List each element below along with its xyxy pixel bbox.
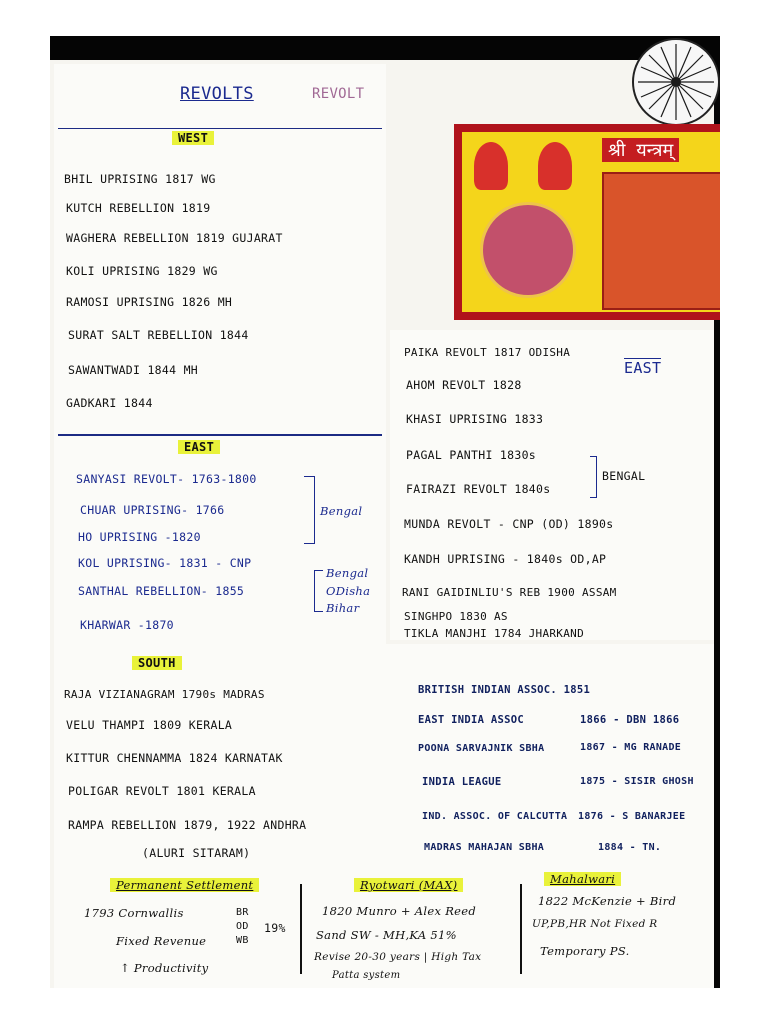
list-item: RAMPA REBELLION 1879, 1922 ANDHRA [68,818,307,832]
association-detail: 1876 - S BANARJEE [578,811,686,822]
santhal-region: Bihar [326,601,360,615]
list-item: KOLI UPRISING 1829 WG [66,264,218,278]
east-right-heading: EAST [624,359,662,377]
ryotwari-heading: Ryotwari (MAX) [354,878,463,892]
list-item: KOL UPRISING- 1831 - CNP [78,556,252,570]
list-item: CHUAR UPRISING- 1766 [80,503,225,517]
ryotwari-line: Revise 20-30 years | High Tax [314,951,482,963]
bengal-label: Bengal [320,504,363,518]
list-item: VELU THAMPI 1809 KERALA [66,718,233,732]
east-right-bracket [590,456,597,498]
permanent-line: 1793 Cornwallis [84,906,184,920]
association-detail: 1867 - MG RANADE [580,742,682,753]
santhal-region: Bengal [326,566,369,580]
settlement-divider [300,884,302,974]
association-name: POONA SARVAJNIK SBHA [418,743,545,754]
santhal-bracket [314,570,323,612]
association-name: EAST INDIA ASSOC [418,714,524,726]
list-item: KANDH UPRISING - 1840s OD,AP [404,552,607,566]
list-item: BHIL UPRISING 1817 WG [64,172,216,186]
list-item: KITTUR CHENNAMMA 1824 KARNATAK [66,751,283,765]
settlement-divider [520,884,522,974]
list-item: GADKARI 1844 [66,396,153,410]
page-title: REVOLTS [180,84,254,104]
bengal-bracket [304,476,315,544]
mahalwari-heading: Mahalwari [544,872,621,886]
association-detail: 1875 - SISIR GHOSH [580,776,694,787]
rampa-note: (ALURI SITARAM) [142,846,251,860]
list-item: PAGAL PANTHI 1830s [406,448,537,462]
list-item: RAJA VIZIANAGRAM 1790s MADRAS [64,688,265,701]
association-name: BRITISH INDIAN ASSOC. 1851 [418,684,591,696]
mahalwari-line: 1822 McKenzie + Bird [538,894,677,908]
shri-yantram-poster [454,124,720,320]
list-item: KHARWAR -1870 [80,618,174,632]
list-item: WAGHERA REBELLION 1819 GUJARAT [66,231,283,245]
list-item: SINGHPO 1830 AS [404,610,508,623]
list-item: PAIKA REVOLT 1817 ODISHA [404,346,571,359]
yantra-icon [480,202,576,298]
permanent-region: BR [236,907,249,918]
list-item: POLIGAR REVOLT 1801 KERALA [68,784,256,798]
ashoka-chakra-icon [632,38,720,126]
association-detail: 1884 - TN. [598,842,662,853]
list-item: SANYASI REVOLT- 1763-1800 [76,472,257,486]
association-name: INDIA LEAGUE [422,776,502,788]
divider [58,434,382,436]
list-item: HO UPRISING -1820 [78,530,201,544]
east-left-heading: EAST [178,440,220,454]
association-name: IND. ASSOC. OF CALCUTTA [422,811,568,822]
list-item: MUNDA REVOLT - CNP (OD) 1890s [404,517,614,531]
mahalwari-line: UP,PB,HR Not Fixed R [532,918,658,930]
association-detail: 1866 - DBN 1866 [580,714,680,726]
notes-photo [50,36,720,988]
santhal-region: ODisha [326,584,371,598]
poster-title: श्री यन्त्रम् [602,138,679,162]
deity-figure [474,142,508,190]
deity-figure [538,142,572,190]
association-name: MADRAS MAHAJAN SBHA [424,842,545,853]
permanent-line: ↑ Productivity [120,961,209,975]
list-item: FAIRAZI REVOLT 1840s [406,482,551,496]
list-item: KHASI UPRISING 1833 [406,412,544,426]
permanent-region: OD [236,921,249,932]
permanent-line: Fixed Revenue [116,934,207,948]
south-heading: SOUTH [132,656,182,670]
list-item: RAMOSI UPRISING 1826 MH [66,295,233,309]
list-item: SURAT SALT REBELLION 1844 [68,328,249,342]
permanent-region: WB [236,935,249,946]
west-heading: WEST [172,131,214,145]
list-item: AHOM REVOLT 1828 [406,378,522,392]
list-item: RANI GAIDINLIU'S REB 1900 ASSAM [402,586,617,599]
title-ghost: REVOLT [312,86,365,102]
list-item: KUTCH REBELLION 1819 [66,201,211,215]
ryotwari-line: 1820 Munro + Alex Reed [322,904,477,918]
list-item: SANTHAL REBELLION- 1855 [78,584,245,598]
list-item: TIKLA MANJHI 1784 JHARKAND [404,627,584,640]
top-border [50,36,720,60]
divider [58,128,382,129]
bengal-label: BENGAL [602,469,646,483]
ryotwari-line: Sand SW - MH,KA 51% [316,928,457,942]
ryotwari-line: Patta system [332,970,401,981]
poster-panel [602,172,720,310]
mahalwari-line: Temporary PS. [540,944,630,958]
permanent-heading: Permanent Settlement [110,878,259,892]
list-item: SAWANTWADI 1844 MH [68,363,199,377]
permanent-share: 19% [264,921,286,935]
